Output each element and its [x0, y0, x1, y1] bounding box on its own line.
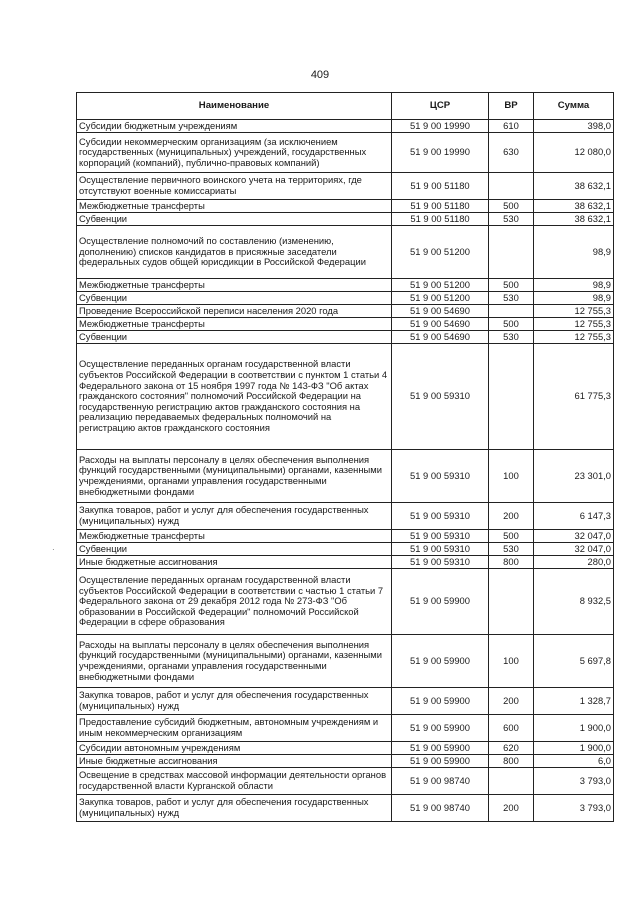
cell-name: Субвенции [77, 331, 392, 344]
cell-name: Субвенции [77, 543, 392, 556]
table-row [77, 344, 614, 450]
table-row [77, 742, 614, 755]
cell-sum: 38 632,1 [534, 213, 614, 226]
cell-sum: 6 147,3 [534, 503, 614, 530]
table-row [77, 715, 614, 742]
table-row [77, 768, 614, 795]
cell-csr: 51 9 00 59310 [392, 344, 489, 450]
cell-csr: 51 9 00 19990 [392, 133, 489, 173]
cell-csr: 51 9 00 59900 [392, 755, 489, 768]
cell-csr: 51 9 00 51180 [392, 200, 489, 213]
cell-csr: 51 9 00 54690 [392, 318, 489, 331]
cell-name: Иные бюджетные ассигнования [77, 755, 392, 768]
cell-sum: 38 632,1 [534, 173, 614, 200]
cell-vr: 600 [489, 715, 534, 742]
cell-vr: 500 [489, 530, 534, 543]
cell-name: Субвенции [77, 292, 392, 305]
cell-vr: 620 [489, 742, 534, 755]
cell-csr: 51 9 00 59310 [392, 556, 489, 569]
cell-csr: 51 9 00 59310 [392, 503, 489, 530]
cell-name: Освещение в средствах массовой информации деятельности органов государственной власти Курганской области [77, 768, 392, 795]
cell-name: Субвенции [77, 213, 392, 226]
cell-sum: 98,9 [534, 226, 614, 279]
cell-csr: 51 9 00 59310 [392, 530, 489, 543]
cell-name: Иные бюджетные ассигнования [77, 556, 392, 569]
cell-name: Субсидии бюджетным учреждениям [77, 120, 392, 133]
cell-sum: 1 900,0 [534, 715, 614, 742]
cell-csr: 51 9 00 51200 [392, 279, 489, 292]
cell-csr: 51 9 00 59900 [392, 635, 489, 688]
table-row [77, 556, 614, 569]
table-header-row [77, 93, 614, 120]
table-row [77, 543, 614, 556]
table-row [77, 279, 614, 292]
cell-vr: 200 [489, 795, 534, 822]
cell-sum: 3 793,0 [534, 768, 614, 795]
cell-name: Осуществление полномочий по составлению (изменению, дополнению) списков кандидатов в присяжные заседатели федеральных судов общей юрисдикции в Российской Федерации [77, 226, 392, 279]
table-row [77, 213, 614, 226]
table-row [77, 503, 614, 530]
cell-vr: 800 [489, 755, 534, 768]
cell-csr: 51 9 00 59900 [392, 742, 489, 755]
table-row [77, 795, 614, 822]
cell-sum: 32 047,0 [534, 530, 614, 543]
cell-sum: 98,9 [534, 279, 614, 292]
cell-name: Субсидии некоммерческим организациям (за исключением государственных (муниципальных) учреждений, государственных корпораций (компаний), публично-правовых компаний) [77, 133, 392, 173]
cell-csr: 51 9 00 98740 [392, 768, 489, 795]
table-row [77, 305, 614, 318]
cell-vr: 800 [489, 556, 534, 569]
cell-vr: 500 [489, 200, 534, 213]
cell-vr: 610 [489, 120, 534, 133]
budget-table [76, 92, 614, 822]
table-row [77, 120, 614, 133]
table-row [77, 318, 614, 331]
header-csr: ЦСР [392, 93, 489, 120]
header-sum: Сумма [534, 93, 614, 120]
margin-dot: · [52, 545, 55, 554]
cell-csr: 51 9 00 59310 [392, 450, 489, 503]
cell-csr: 51 9 00 51200 [392, 292, 489, 305]
cell-sum: 12 755,3 [534, 331, 614, 344]
cell-name: Осуществление первичного воинского учета на территориях, где отсутствуют военные комиссариаты [77, 173, 392, 200]
cell-sum: 398,0 [534, 120, 614, 133]
cell-csr: 51 9 00 54690 [392, 331, 489, 344]
cell-sum: 38 632,1 [534, 200, 614, 213]
cell-sum: 12 080,0 [534, 133, 614, 173]
table-row [77, 450, 614, 503]
cell-name: Расходы на выплаты персоналу в целях обеспечения выполнения функций государственными (муниципальными) органами, казенными учреждениями, органами управления государственными внебюджетными фондами [77, 635, 392, 688]
cell-csr: 51 9 00 59900 [392, 688, 489, 715]
cell-csr: 51 9 00 54690 [392, 305, 489, 318]
cell-vr: 500 [489, 279, 534, 292]
cell-csr: 51 9 00 51200 [392, 226, 489, 279]
table-row [77, 292, 614, 305]
page-number: 409 [310, 69, 330, 81]
cell-vr: 530 [489, 213, 534, 226]
cell-name: Осуществление переданных органам государственной власти субъектов Российской Федерации в соответствии с частью 1 статьи 7 Федерального закона от 29 декабря 2012 года № 273-ФЗ "Об образовании в Российской Федерации" полномочий Российской Федерации в сфере образования [77, 569, 392, 635]
cell-sum: 3 793,0 [534, 795, 614, 822]
cell-vr: 630 [489, 133, 534, 173]
table-row [77, 200, 614, 213]
header-vr: ВР [489, 93, 534, 120]
cell-name: Осуществление переданных органам государственной власти субъектов Российской Федерации в соответствии с пунктом 1 статьи 4 Федерального закона от 15 ноября 1997 года № 143-ФЗ "Об актах гражданского состояния" полномочий Российской Федерации на государственную регистрацию актов гражданского состояния на реализацию передаваемых федеральных полномочий на регистрацию актов гражданского состояния [77, 344, 392, 450]
cell-vr: 530 [489, 543, 534, 556]
cell-name: Предоставление субсидий бюджетным, автономным учреждениям и иным некоммерческим организациям [77, 715, 392, 742]
cell-sum: 12 755,3 [534, 318, 614, 331]
cell-vr: 200 [489, 688, 534, 715]
table-row [77, 226, 614, 279]
table-row [77, 688, 614, 715]
table-row [77, 635, 614, 688]
cell-vr: 200 [489, 503, 534, 530]
cell-name: Закупка товаров, работ и услуг для обеспечения государственных (муниципальных) нужд [77, 795, 392, 822]
cell-name: Межбюджетные трансферты [77, 200, 392, 213]
table-row [77, 755, 614, 768]
cell-csr: 51 9 00 51180 [392, 173, 489, 200]
cell-sum: 23 301,0 [534, 450, 614, 503]
cell-csr: 51 9 00 59900 [392, 715, 489, 742]
cell-csr: 51 9 00 59900 [392, 569, 489, 635]
cell-vr [489, 226, 534, 279]
cell-vr [489, 305, 534, 318]
cell-sum: 5 697,8 [534, 635, 614, 688]
cell-name: Межбюджетные трансферты [77, 279, 392, 292]
cell-sum: 12 755,3 [534, 305, 614, 318]
table-row [77, 569, 614, 635]
table-row [77, 173, 614, 200]
cell-csr: 51 9 00 98740 [392, 795, 489, 822]
cell-name: Расходы на выплаты персоналу в целях обеспечения выполнения функций государственными (муниципальными) органами, казенными учреждениями, органами управления государственными внебюджетными фондами [77, 450, 392, 503]
cell-sum: 8 932,5 [534, 569, 614, 635]
cell-vr [489, 768, 534, 795]
cell-vr: 100 [489, 450, 534, 503]
cell-vr [489, 173, 534, 200]
cell-sum: 32 047,0 [534, 543, 614, 556]
cell-sum: 6,0 [534, 755, 614, 768]
cell-sum: 1 328,7 [534, 688, 614, 715]
cell-name: Закупка товаров, работ и услуг для обеспечения государственных (муниципальных) нужд [77, 503, 392, 530]
cell-vr: 500 [489, 318, 534, 331]
cell-vr: 100 [489, 635, 534, 688]
cell-vr [489, 569, 534, 635]
cell-csr: 51 9 00 51180 [392, 213, 489, 226]
cell-sum: 61 775,3 [534, 344, 614, 450]
cell-name: Проведение Всероссийской переписи населения 2020 года [77, 305, 392, 318]
cell-name: Закупка товаров, работ и услуг для обеспечения государственных (муниципальных) нужд [77, 688, 392, 715]
cell-name: Межбюджетные трансферты [77, 530, 392, 543]
cell-vr [489, 344, 534, 450]
table-row [77, 530, 614, 543]
cell-vr: 530 [489, 292, 534, 305]
cell-sum: 280,0 [534, 556, 614, 569]
cell-sum: 1 900,0 [534, 742, 614, 755]
table-row [77, 331, 614, 344]
cell-vr: 530 [489, 331, 534, 344]
cell-name: Субсидии автономным учреждениям [77, 742, 392, 755]
cell-csr: 51 9 00 19990 [392, 120, 489, 133]
table-row [77, 133, 614, 173]
header-name: Наименование [77, 93, 392, 120]
cell-sum: 98,9 [534, 292, 614, 305]
table-body [77, 120, 614, 822]
cell-csr: 51 9 00 59310 [392, 543, 489, 556]
cell-name: Межбюджетные трансферты [77, 318, 392, 331]
